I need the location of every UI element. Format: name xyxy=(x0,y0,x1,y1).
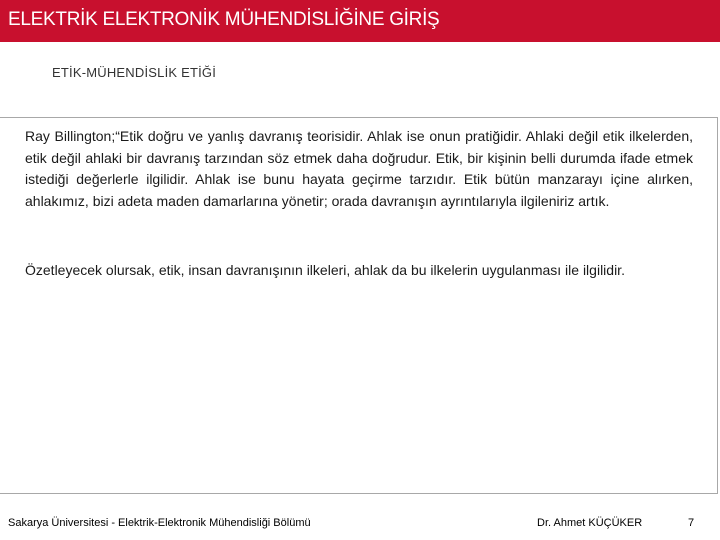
footer-institution: Sakarya Üniversitesi - Elektrik-Elektronik Mühendisliği Bölümü xyxy=(8,517,311,529)
paragraph-summary: Özetleyecek olursak, etik, insan davranışının ilkeleri, ahlak da bu ilkelerin uygulanması ile ilgilidir. xyxy=(25,262,625,278)
slide-title: ELEKTRİK ELEKTRONİK MÜHENDİSLİĞİNE GİRİŞ xyxy=(8,9,440,30)
slide-subtitle: ETİK-MÜHENDİSLİK ETİĞİ xyxy=(52,65,217,80)
paragraph-billington-quote: Ray Billington;“Etik doğru ve yanlış davranış teorisidir. Ahlak ise onun pratiğidir. Ahlaki değil etik ilkelerden, etik değil ahlaki bir davranış tarzından söz etmek daha doğrudur. Etik, bir kişinin belli durumda ifade etmek istediği değerlerle ilgilidir. Ahlak ise bunu hayata geçirme tarzıdır. Etik bütün manzarayı içine alırken, ahlakımız, bizi adeta maden damarlarına yönetir; orada davranışın ayrıntılarıyla ilgileniriz artık. xyxy=(25,128,693,209)
page-number: 7 xyxy=(688,517,695,529)
title-bar xyxy=(0,0,720,42)
footer-author: Dr. Ahmet KÜÇÜKER xyxy=(537,517,643,529)
footer xyxy=(0,496,720,540)
